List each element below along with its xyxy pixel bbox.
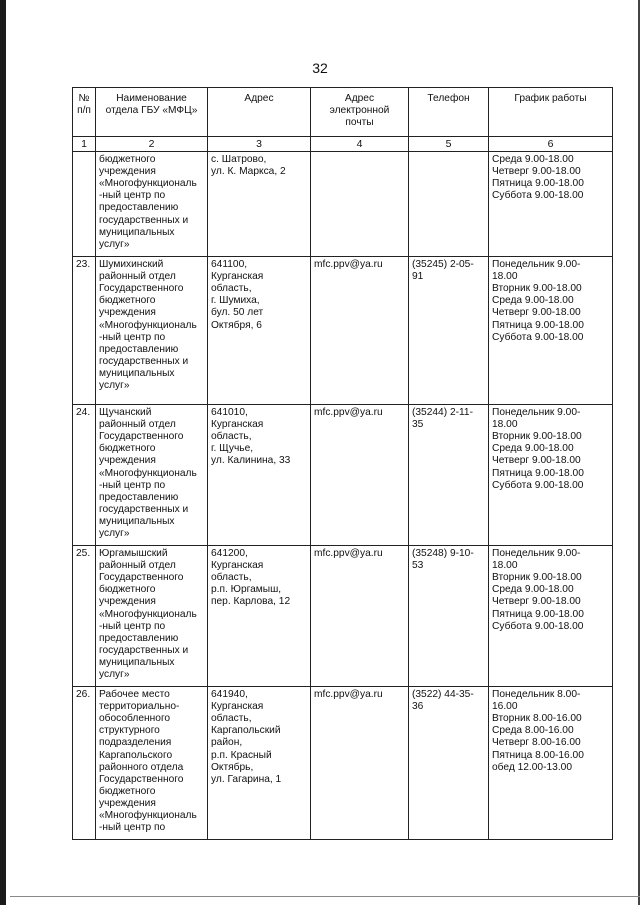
department-name: Шумихинский районный отдел Государственного бюджетного учреждения «Многофункциональ -ный центр по предоставлению государственных и муниципальных услуг» [96,257,208,405]
department-address: 641100, Курганская область, г. Шумиха, бул. 50 лет Октября, 6 [208,257,311,405]
header-address: Адрес [208,88,311,137]
row-number: 25. [73,546,96,687]
department-schedule: Среда 9.00-18.00 Четверг 9.00-18.00 Пятница 9.00-18.00 Суббота 9.00-18.00 [489,152,613,257]
department-address: 641940, Курганская область, Каргапольский район, р.п. Красный Октябрь, ул. Гагарина, 1 [208,687,311,840]
column-number-row [73,137,613,152]
row-number: 24. [73,405,96,546]
header-row [73,88,613,137]
col-number: 2 [96,137,208,152]
table-row [73,405,613,546]
table-row [73,257,613,405]
mfc-departments-table [72,87,613,840]
department-schedule: Понедельник 8.00- 16.00 Вторник 8.00-16.00 Среда 8.00-16.00 Четверг 8.00-16.00 Пятница 8.00-16.00 обед 12.00-13.00 [489,687,613,840]
department-name: Рабочее место территориально- обособленного структурного подразделения Каргапольского районного отдела Государственного бюджетного учреждения «Многофункциональ -ный центр по [96,687,208,840]
table-row [73,546,613,687]
col-number: 5 [409,137,489,152]
department-schedule: Понедельник 9.00- 18.00 Вторник 9.00-18.00 Среда 9.00-18.00 Четверг 9.00-18.00 Пятница 9.00-18.00 Суббота 9.00-18.00 [489,405,613,546]
department-email: mfc.ppv@ya.ru [311,257,409,405]
department-email: mfc.ppv@ya.ru [311,546,409,687]
department-name: Щучанский районный отдел Государственного бюджетного учреждения «Многофункциональ -ный центр по предоставлению государственных и муниципальных услуг» [96,405,208,546]
col-number: 4 [311,137,409,152]
page-number: 32 [312,60,328,76]
scan-left-edge [0,0,6,905]
row-number: 23. [73,257,96,405]
department-email: mfc.ppv@ya.ru [311,405,409,546]
header-email: Адрес электронной почты [311,88,409,137]
department-address: 641010, Курганская область, г. Щучье, ул. Калинина, 33 [208,405,311,546]
department-schedule: Понедельник 9.00- 18.00 Вторник 9.00-18.00 Среда 9.00-18.00 Четверг 9.00-18.00 Пятница 9.00-18.00 Суббота 9.00-18.00 [489,546,613,687]
scan-bottom-line [10,896,640,897]
department-phone: (35245) 2-05- 91 [409,257,489,405]
department-name: Юргамышский районный отдел Государственного бюджетного учреждения «Многофункциональ -ный центр по предоставлению государственных и муниципальных услуг» [96,546,208,687]
header-num: № п/п [73,88,96,137]
department-phone: (35244) 2-11- 35 [409,405,489,546]
table-row [73,152,613,257]
col-number: 3 [208,137,311,152]
department-phone: (35248) 9-10- 53 [409,546,489,687]
department-phone: (3522) 44-35- 36 [409,687,489,840]
col-number: 1 [73,137,96,152]
table-row [73,687,613,840]
department-email [311,152,409,257]
header-name: Наименование отдела ГБУ «МФЦ» [96,88,208,137]
department-name: бюджетного учреждения «Многофункциональ -ный центр по предоставлению государственных и муниципальных услуг» [96,152,208,257]
department-email: mfc.ppv@ya.ru [311,687,409,840]
header-schedule: График работы [489,88,613,137]
row-number: 26. [73,687,96,840]
department-phone [409,152,489,257]
header-phone: Телефон [409,88,489,137]
department-address: с. Шатрово, ул. К. Маркса, 2 [208,152,311,257]
department-schedule: Понедельник 9.00- 18.00 Вторник 9.00-18.00 Среда 9.00-18.00 Четверг 9.00-18.00 Пятница 9.00-18.00 Суббота 9.00-18.00 [489,257,613,405]
col-number: 6 [489,137,613,152]
department-address: 641200, Курганская область, р.п. Юргамыш, пер. Карлова, 12 [208,546,311,687]
row-number [73,152,96,257]
